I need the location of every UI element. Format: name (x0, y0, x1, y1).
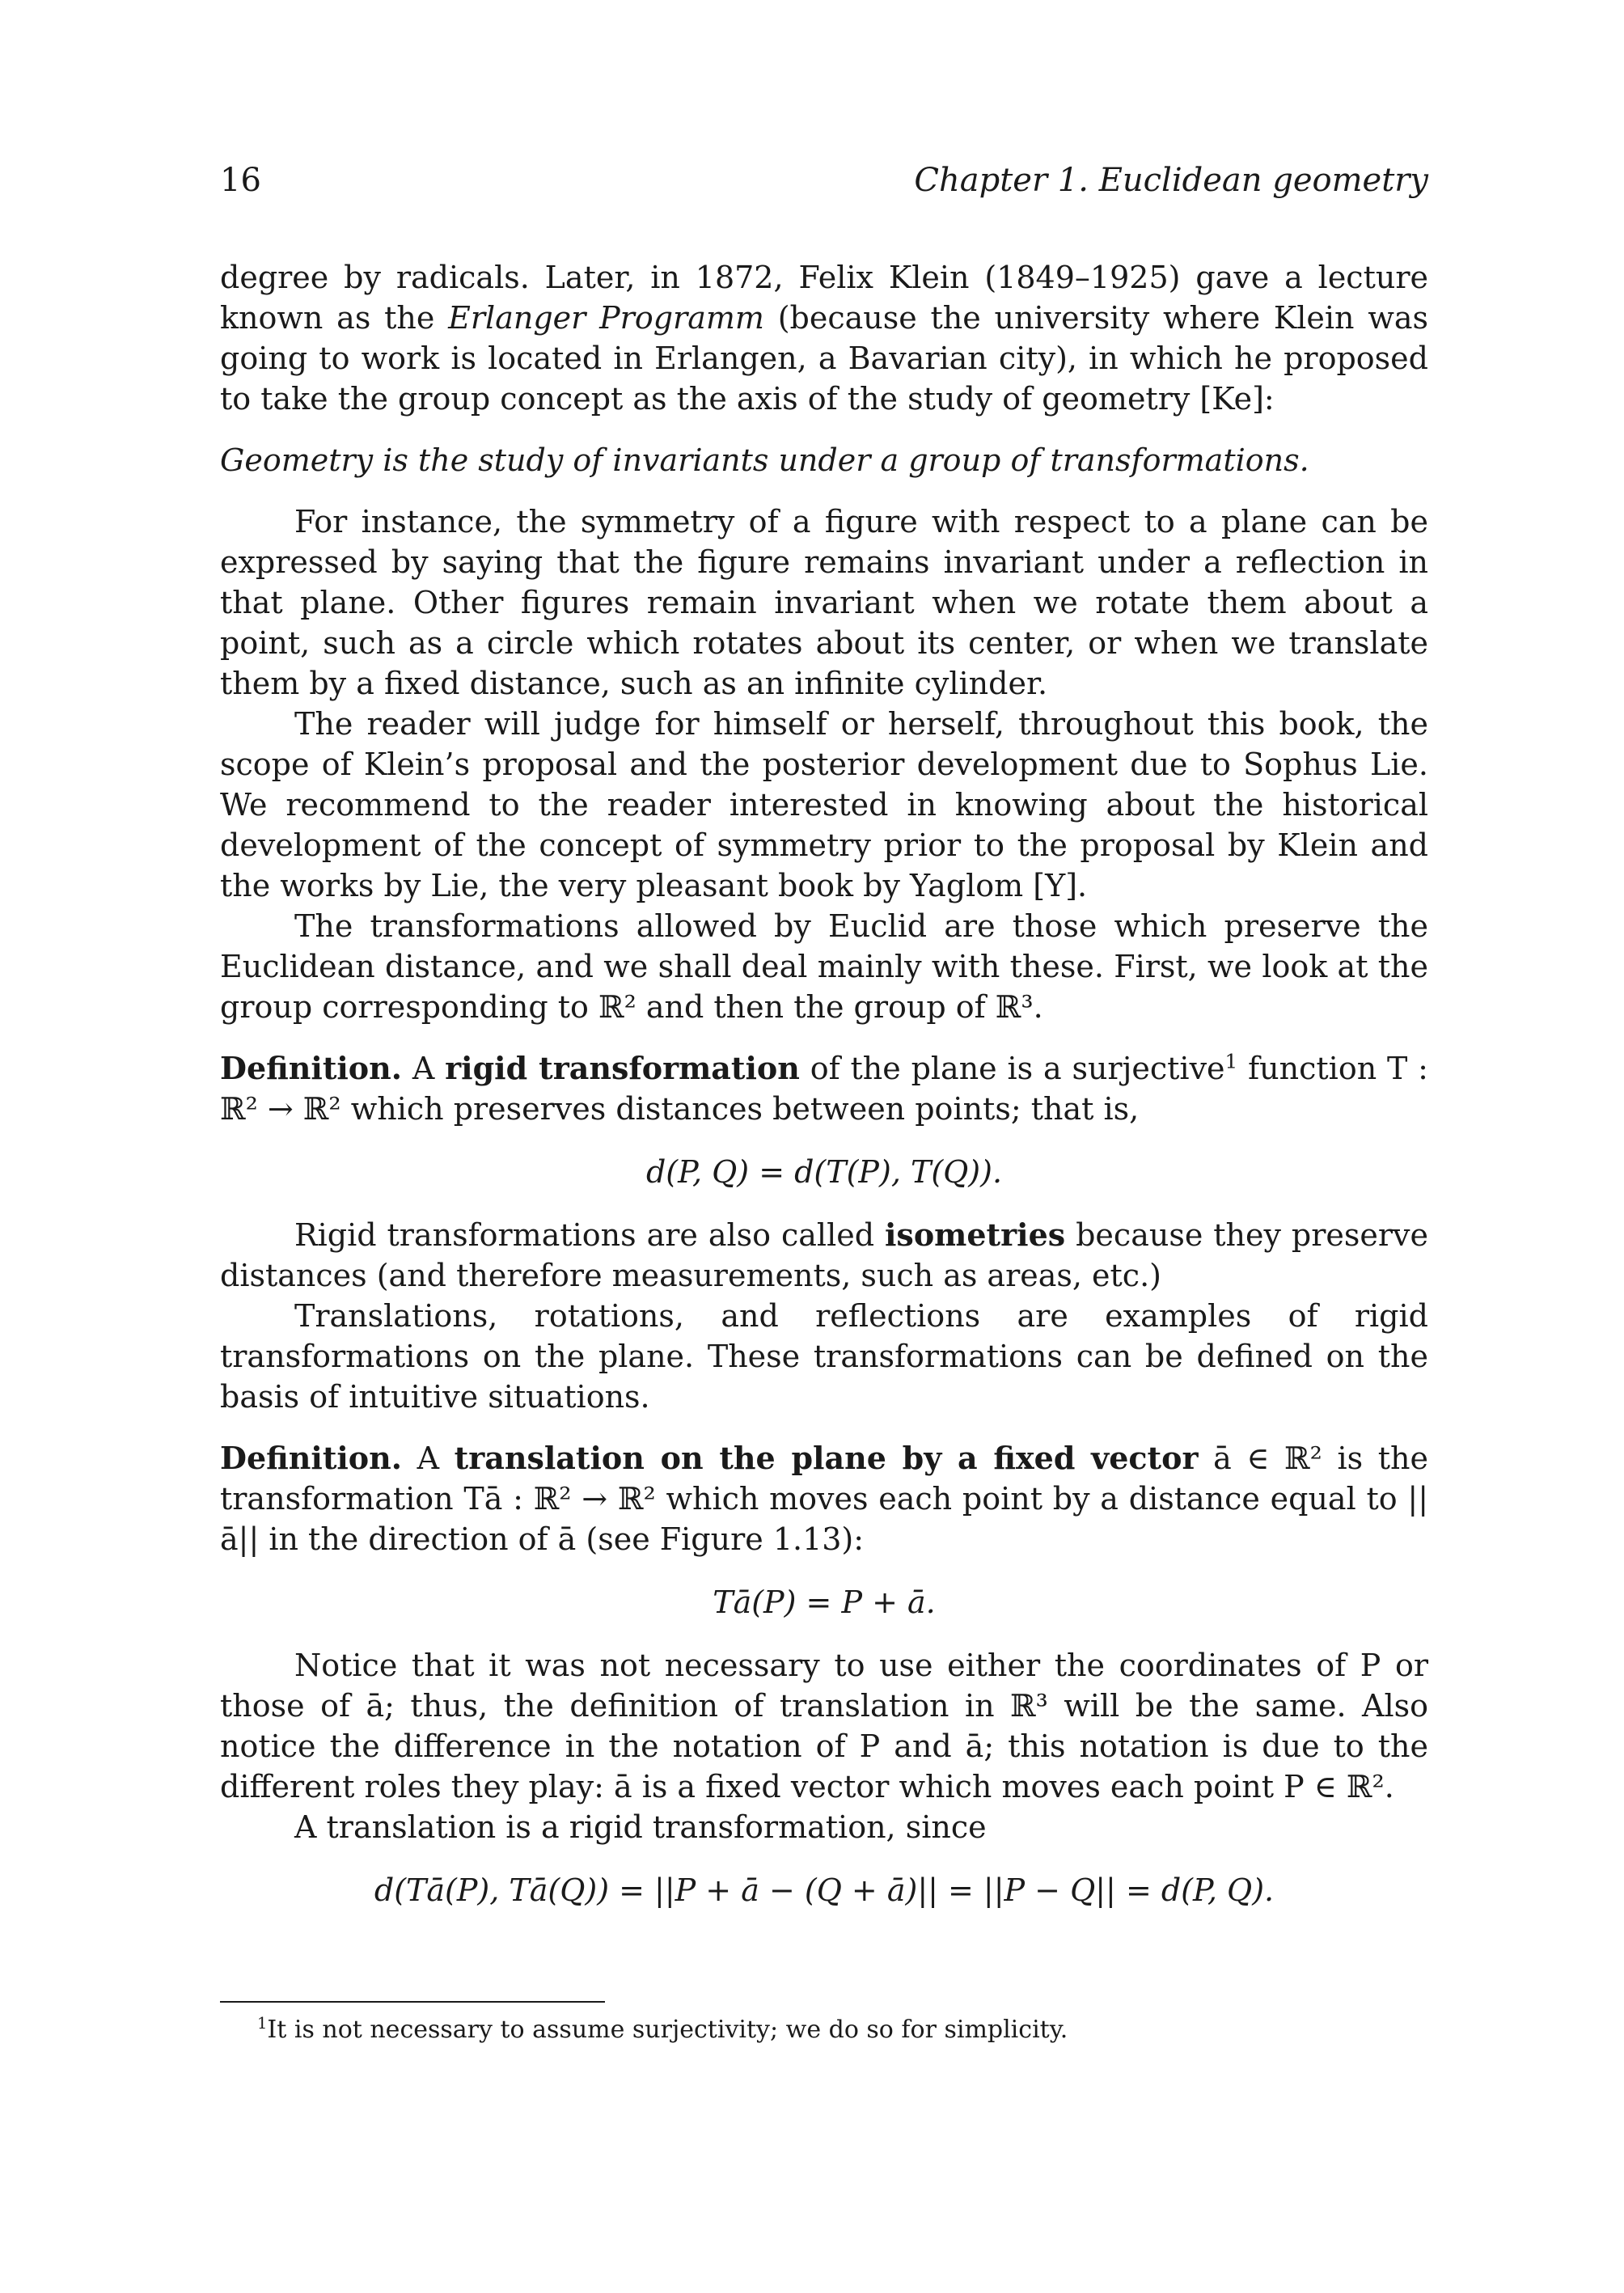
klein-quote: Geometry is the study of invariants under a group of transformations. (220, 442, 1309, 478)
footnote (257, 2014, 1428, 2046)
paragraph-8: A translation is a rigid transformation, since (294, 1809, 987, 1845)
paragraph-1: degree by radicals. Later, in 1872, Felix Klein (1849–1925) gave a lecture known as the Erlanger Programm (because the university where Klein was going to work is located in Erlangen, a Bavarian city), in which he proposed to take the group concept as the axis of the study of geometry [Ke]: (220, 260, 1428, 417)
paragraph-3: The reader will judge for himself or herself, throughout this book, the scope of Klein’s proposal and the posterior development due to Sophus Lie. We recommend to the reader interested in knowing about the historical development of the concept of symmetry prior to the proposal by Klein and the works by Lie, the very pleasant book by Yaglom [Y]. (220, 706, 1428, 903)
erlanger-programm-title: Erlanger Programm (448, 300, 764, 336)
paragraph-4: The transformations allowed by Euclid are those which preserve the Euclidean distance, and we shall deal mainly with these. First, we look at the group corresponding to ℝ² and then the group of ℝ³. (220, 908, 1428, 1025)
paragraph-2: For instance, the symmetry of a figure with respect to a plane can be expressed by saying that the figure remains invariant under a reflection in that plane. Other figures remain invariant when we rotate them about a point, such as a circle which rotates about its center, or when we translate them by a fixed distance, such as an infinite cylinder. (220, 504, 1428, 701)
definition-translation: Definition. A translation on the plane by a fixed vector ā ∈ ℝ² is the transformation Tā : ℝ² → ℝ² which moves each point by a distance equal to ||ā|| in the direction of ā (see Figure 1.13): (220, 1440, 1428, 1557)
paragraph-5: Rigid transformations are also called isometries because they preserve distances (and therefore measurements, such as areas, etc.) (220, 1216, 1428, 1293)
term-translation: translation on the plane by a fixed vector (454, 1440, 1199, 1476)
paragraph-7: Notice that it was not necessary to use either the coordinates of P or those of ā; thus, the definition of translation in ℝ³ will be the same. Also notice the difference in the notation of P and ā; this notation is due to the different roles they play: ā is a fixed vector which moves each point P ∈ ℝ². (220, 1648, 1428, 1804)
footnote-text: It is not necessary to assume surjectivity; we do so for simplicity. (267, 2016, 1068, 2044)
page-number: 16 (220, 162, 261, 199)
footnote-number: 1 (257, 2014, 268, 2033)
main-text (220, 257, 1428, 1933)
footnote-rule (220, 2001, 605, 2003)
equation-translation: Tā(P) = P + ā. (713, 1584, 936, 1620)
running-header (220, 162, 1428, 199)
definition-label: Definition. (220, 1440, 403, 1476)
footnote-mark: 1 (1224, 1049, 1238, 1073)
term-rigid-transformation: rigid transformation (445, 1050, 800, 1086)
equation-distance-preserved: d(P, Q) = d(T(P), T(Q)). (645, 1154, 1003, 1190)
paragraph-6: Translations, rotations, and reflections are examples of rigid transformations on the plane. These transformations can be defined on the basis of intuitive situations. (220, 1298, 1428, 1415)
equation-translation-rigid: d(Tā(P), Tā(Q)) = ||P + ā − (Q + ā)|| = ||P − Q|| = d(P, Q). (374, 1872, 1275, 1908)
term-isometries: isometries (885, 1216, 1066, 1253)
definition-label: Definition. (220, 1050, 403, 1086)
definition-rigid-transformation: Definition. A rigid transformation of the plane is a surjective$^1$ function T : ℝ² → ℝ² which preserves distances between points; that is, (220, 1049, 1428, 1127)
running-title: Chapter 1. Euclidean geometry (914, 162, 1428, 199)
